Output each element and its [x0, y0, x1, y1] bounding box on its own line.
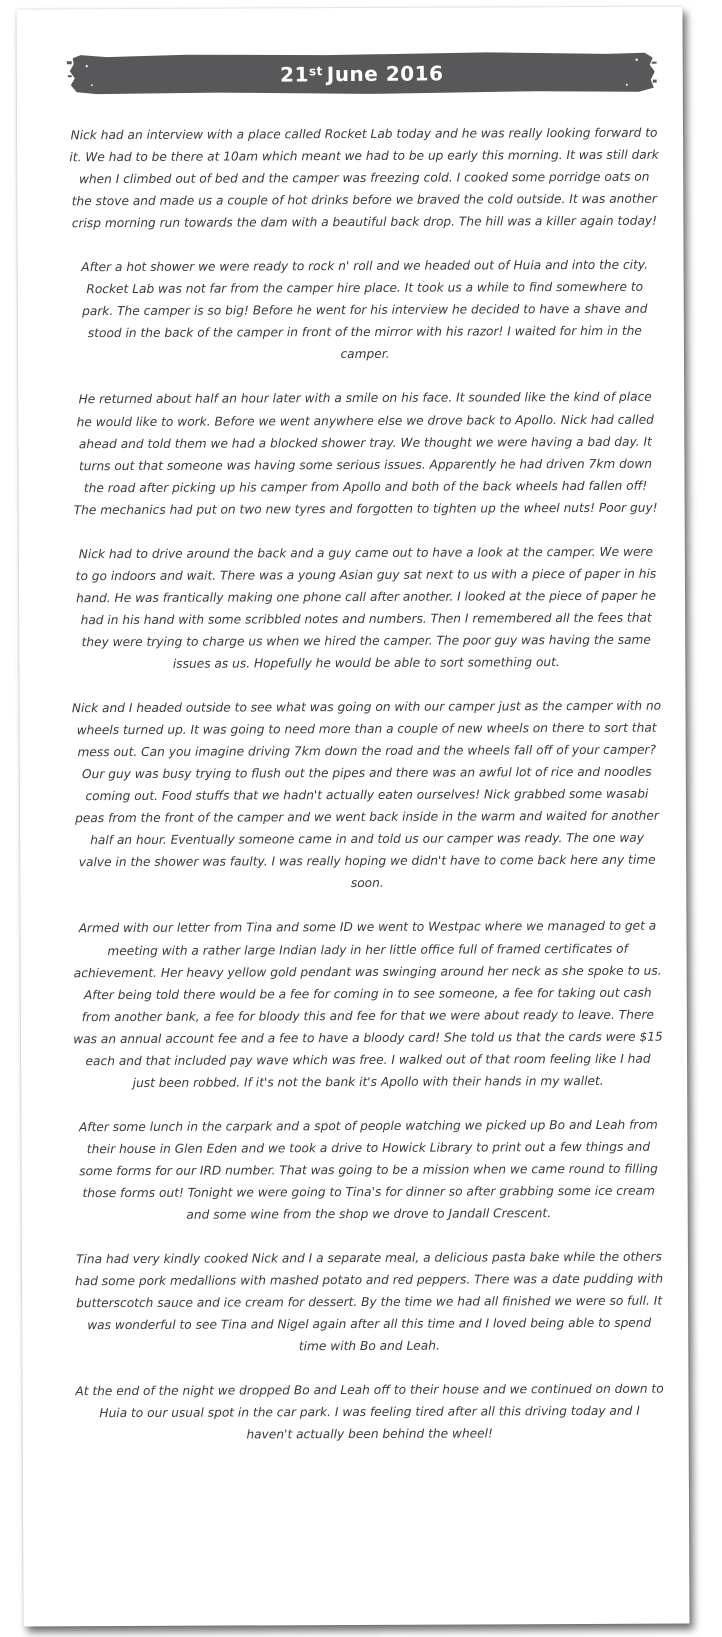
- paragraph: Nick had an interview with a place called Rocket Lab today and he was really looking forward to it. We had to be there at 10am which meant we had to be up early this morning. It was still dark when I climbed out of bed and the camper was freezing cold. I cooked some porridge oats on the stove and made us a couple of hot drinks before we braved the cold outside. It was another crisp morning run towards the dam with a beautiful back drop. The hill was a killer again today!: [69, 125, 659, 231]
- paragraph: After some lunch in the carpark and a spot of people watching we picked up Bo and Leah from their house in Glen Eden and we took a drive to Howick Library to print out a few things and some forms for our IRD number. That was going to be a mission when we came round to filling those forms out! Tonight we were going to Tina's for dinner so after grabbing some ice cream and some wine from the shop we drove to Jandall Crescent.: [78, 1117, 658, 1222]
- paragraph: Tina had very kindly cooked Nick and I a separate meal, a delicious pasta bake while the others had some pork medallions with mashed potato and red peppers. There was a date pudding with butterscotch sauce and ice cream for dessert. By the time we had all finished we were so full. It was wonderful to see Tina and Nigel again after all this time and I loved being able to spend time with Bo and Leah.: [74, 1249, 664, 1354]
- paragraph: Nick and I headed outside to see what was going on with our camper just as the camper with no wheels turned up. It was going to need more than a couple of new wheels on there to sort that mess out. Can you imagine driving 7km down the road and the wheels fall off of your camper? Our guy was busy trying to flush out the pipes and there was an awful lot of rice and noodles coming out. Food stuffs that we hadn't actually eaten ourselves! Nick grabbed some wasabi peas from the front of the camper and we went back inside in the warm and waited for another half an hour. Eventually someone came in and told us our camper was ready. The one way valve in the shower was faulty. I was really hoping we didn't have to come back here any time soon.: [71, 698, 662, 891]
- paragraph: After a hot shower we were ready to rock n' roll and we headed out of Huia and into the city. Rocket Lab was not far from the camper hire place. It took us a while to find somewhere to park. The camper is so big! Before he went for his interview he decided to have a shave and stood in the back of the camper in front of the mirror with his razor! I waited for him in the camper.: [81, 257, 649, 362]
- title-day: 21: [279, 61, 310, 87]
- title-day-suffix: st: [308, 63, 323, 78]
- paragraph: At the end of the night we dropped Bo and Leah off to their house and we continued on down to Huia to our usual spot in the car park. I was feeling tired after all this driving today and I haven't actually been behind the wheel!: [75, 1381, 664, 1442]
- journal-body: [69, 122, 665, 1469]
- paragraph: He returned about half an hour later with a smile on his face. It sounded like the kind of place he would like to work. Before we went anywhere else we drove back to Apollo. Nick had called ahead and told them we had a blocked shower tray. We thought we were having a bad day. It turns out that someone was having some serious issues. Apparently he had driven 7km down the road after picking up his camper from Apollo and both of the back wheels had fallen off! The mechanics had put on two new tyres and forgotten to tighten up the wheel nuts! Poor guy!: [73, 390, 658, 517]
- page-title: [67, 49, 657, 99]
- paragraph: Nick had to drive around the back and a guy came out to have a look at the camper. We were to go indoors and wait. There was a young Asian guy sat next to us with a piece of paper in his hand. He was frantically making one phone call after another. I looked at the piece of paper he had in his hand with some scribbled notes and numbers. Then I remembered all the fees that they were trying to charge us when we hired the camper. The poor guy was having the same issues as us. Hopefully he would be able to sort something out.: [75, 544, 657, 671]
- paragraph: Armed with our letter from Tina and some ID we went to Westpac where we managed to get a meeting with a rather large Indian lady in her little office full of framed certificates of achievement. Her heavy yellow gold pendant was swinging around her neck as she spoke to us. After being told there would be a fee for coming in to see someone, a fee for taking out cash from another bank, a fee for bloody this and fee for that we were about ready to leave. There was an annual account fee and a fee to have a bloody card! She told us that the cards were $15 each and that included pay wave which was free. I walked out of that room feeling like I had just been robbed. If it's not the bank it's Apollo with their hands in my wallet.: [73, 919, 663, 1090]
- title-banner: [67, 50, 657, 98]
- title-month-year: June 2016: [326, 60, 444, 86]
- journal-page: [16, 7, 689, 1627]
